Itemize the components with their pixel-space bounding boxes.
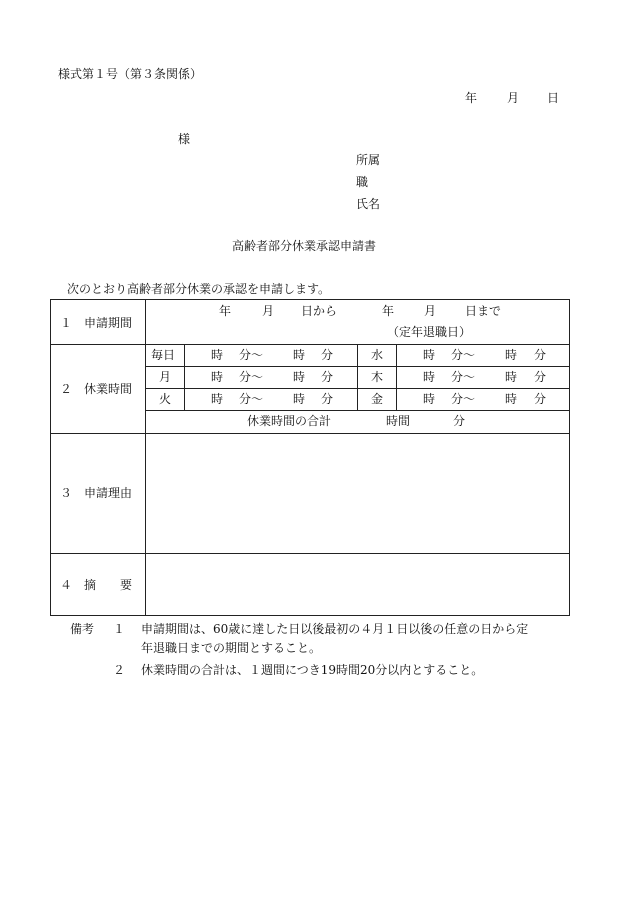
name-label: 氏名	[356, 197, 381, 211]
time-min: 分	[321, 348, 334, 362]
document-title: 高齢者部分休業承認申請書	[232, 239, 377, 253]
date-month-label: 月	[507, 91, 520, 105]
time-hour: 時	[293, 348, 306, 362]
note1-line2: 年退職日までの期間とすること。	[141, 641, 322, 655]
time-hour: 時	[423, 370, 436, 384]
time-hour: 時	[423, 348, 436, 362]
from-month: 月	[262, 304, 275, 318]
application-table	[50, 299, 570, 616]
notes-heading: 備考	[70, 622, 95, 636]
time-hour: 時	[211, 370, 224, 384]
day-column-divider	[396, 344, 397, 410]
time-min-from: 分～	[239, 370, 264, 384]
affiliation-label: 所属	[356, 153, 381, 167]
time-min-from: 分～	[239, 348, 264, 362]
total-hours: 時間	[386, 414, 411, 428]
day-wednesday: 水	[371, 348, 384, 362]
day-column-divider	[184, 344, 185, 410]
note1-number: １	[113, 622, 126, 636]
time-hour: 時	[293, 370, 306, 384]
time-hour: 時	[211, 348, 224, 362]
date-year-label: 年	[465, 91, 478, 105]
note2-text: 休業時間の合計は、１週間につき19時間20分以内とすること。	[141, 663, 484, 677]
intro-text: 次のとおり高齢者部分休業の承認を申請します。	[67, 282, 331, 296]
date-day-label: 日	[547, 91, 560, 105]
time-min-from: 分～	[451, 348, 476, 362]
from-day: 日から	[301, 304, 338, 318]
time-min: 分	[321, 392, 334, 406]
day-monday: 月	[159, 370, 172, 384]
time-hour: 時	[505, 370, 518, 384]
form-number: 様式第１号（第３条関係）	[58, 67, 203, 81]
time-min-from: 分～	[451, 392, 476, 406]
time-hour: 時	[293, 392, 306, 406]
day-tuesday: 火	[159, 392, 172, 406]
time-min-from: 分～	[451, 370, 476, 384]
day-daily: 毎日	[151, 348, 176, 362]
note1-line1: 申請期間は、60歳に達した日以後最初の４月１日以後の任意の日から定	[141, 622, 529, 636]
time-hour: 時	[423, 392, 436, 406]
row2-label: ２ 休業時間	[60, 382, 133, 396]
total-label: 休業時間の合計	[247, 414, 332, 428]
column-divider	[145, 300, 146, 615]
row-divider	[51, 433, 569, 434]
time-min: 分	[534, 370, 547, 384]
position-label: 職	[356, 175, 369, 189]
total-minutes: 分	[453, 414, 466, 428]
inner-divider	[145, 410, 569, 411]
to-year: 年	[382, 304, 395, 318]
day-thursday: 木	[371, 370, 384, 384]
to-month: 月	[424, 304, 437, 318]
to-day: 日まで	[465, 304, 502, 318]
from-year: 年	[219, 304, 232, 318]
row-divider	[51, 344, 569, 345]
time-min-from: 分～	[239, 392, 264, 406]
time-min: 分	[534, 348, 547, 362]
time-min: 分	[321, 370, 334, 384]
row-divider	[51, 553, 569, 554]
retirement-note: （定年退職日）	[387, 325, 472, 339]
addressee-honorific: 様	[178, 132, 191, 146]
time-hour: 時	[505, 392, 518, 406]
row1-label: １ 申請期間	[60, 316, 133, 330]
row3-label: ３ 申請理由	[60, 486, 133, 500]
note2-number: ２	[113, 663, 126, 677]
day-friday: 金	[371, 392, 384, 406]
half-divider	[357, 344, 358, 410]
row4-label: ４ 摘 要	[60, 578, 133, 592]
time-hour: 時	[505, 348, 518, 362]
time-min: 分	[534, 392, 547, 406]
time-hour: 時	[211, 392, 224, 406]
